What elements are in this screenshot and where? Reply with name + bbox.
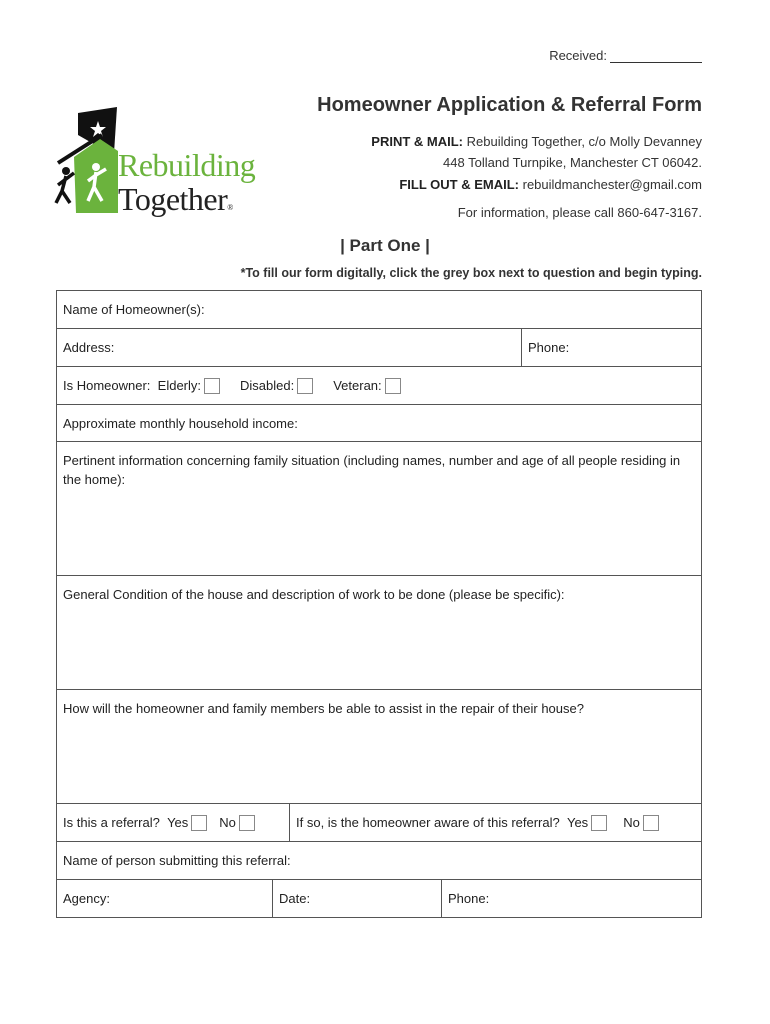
homeowner-status-field: Is Homeowner: Elderly: Disabled: Veteran: [57,367,701,404]
row-income [57,405,701,442]
part-one-heading: | Part One | [340,236,430,255]
address-field[interactable]: Address: [63,340,115,355]
mail-address-line: 448 Tolland Turnpike, Manchester CT 06042. [443,155,702,170]
veteran-checkbox[interactable] [385,378,401,394]
referral-no-checkbox[interactable] [239,815,255,831]
email-line: FILL OUT & EMAIL: rebuildmanchester@gmail.com [399,177,702,192]
referral-question: Is this a referral? Yes No [57,804,289,841]
row-house-condition [57,576,701,690]
family-info-field[interactable]: Pertinent information concerning family situation (including names, number and age of all people residing in the home): [63,453,681,487]
received-label: Received: [549,48,607,63]
form-title: Homeowner Application & Referral Form [317,94,702,116]
aware-yes-checkbox[interactable] [591,815,607,831]
submitter-phone-field[interactable]: Phone: [441,880,701,917]
row-agency [57,880,701,917]
house-condition-field[interactable]: General Condition of the house and description of work to be done (please be specific): [63,587,565,602]
row-family-info [57,442,701,576]
print-mail-line: PRINT & MAIL: Rebuilding Together, c/o Molly Devanney [371,134,702,149]
row-family-assist [57,690,701,804]
application-form-table [56,290,702,918]
family-assist-field[interactable]: How will the homeowner and family members be able to assist in the repair of their house? [63,701,584,716]
phone-field[interactable]: Phone: [521,329,701,366]
submitter-name-field[interactable]: Name of person submitting this referral: [63,853,291,868]
row-homeowner-status [57,367,701,405]
elderly-checkbox[interactable] [204,378,220,394]
digital-fill-instruction: *To fill our form digitally, click the grey box next to question and begin typing. [240,266,702,280]
referral-yes-checkbox[interactable] [191,815,207,831]
homeowner-name-field[interactable]: Name of Homeowner(s): [63,302,205,317]
row-submitter [57,842,701,880]
info-phone-line: For information, please call 860-647-3167. [457,205,702,220]
logo-word-together: Together® [118,181,233,217]
received-line[interactable] [610,50,702,63]
row-address [57,329,701,367]
logo-word-rebuilding: Rebuilding [118,147,256,183]
income-field[interactable]: Approximate monthly household income: [63,415,298,431]
row-referral [57,804,701,842]
agency-field[interactable]: Agency: [63,891,110,906]
disabled-checkbox[interactable] [297,378,313,394]
house-figures-icon [52,105,122,217]
date-field[interactable]: Date: [272,880,441,917]
received-field [549,48,702,63]
homeowner-aware-question: If so, is the homeowner aware of this referral? Yes No [289,804,701,841]
rebuilding-together-logo [52,105,272,220]
row-homeowner-name [57,291,701,329]
aware-no-checkbox[interactable] [643,815,659,831]
